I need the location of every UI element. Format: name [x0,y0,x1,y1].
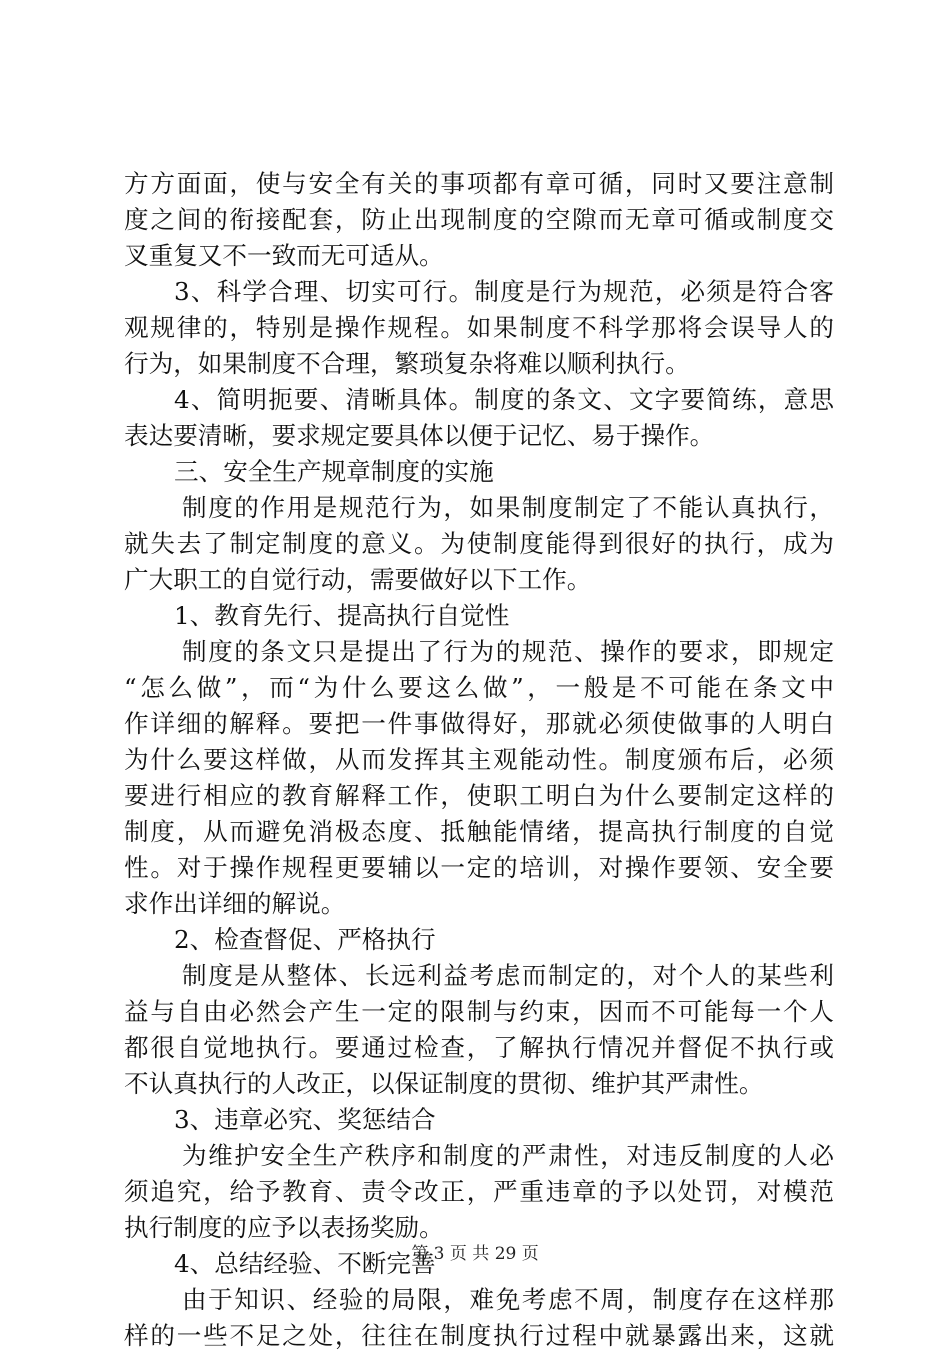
body-line: 观规律的，特别是操作规程。如果制度不科学那将会误导人的 [124,313,834,342]
body-line: 4、简明扼要、清晰具体。制度的条文、文字要简练，意思 [174,385,834,414]
body-line: 求作出详细的解说。 [124,889,346,918]
body-line: 制度，从而避免消极态度、抵触能情绪，提高执行制度的自觉 [124,817,834,846]
body-line: 样的一些不足之处，往往在制度执行过程中就暴露出来，这就 [124,1321,834,1350]
subsection-heading: 4、总结经验、不断完善 [174,1249,436,1278]
body-line: 须追究，给予教育、责令改正，严重违章的予以处罚，对模范 [124,1177,834,1206]
subsection-heading: 1、教育先行、提高执行自觉性 [174,601,510,630]
body-line: 方方面面，使与安全有关的事项都有章可循，同时又要注意制 [124,169,834,198]
subsection-heading: 2、检查督促、严格执行 [174,925,436,954]
body-line: 3、科学合理、切实可行。制度是行为规范，必须是符合客 [174,277,834,306]
body-line: 广大职工的自觉行动，需要做好以下工作。 [124,565,592,594]
body-line: 行为，如果制度不合理，繁琐复杂将难以顺利执行。 [124,349,690,378]
page-footer: 第 3 页 共 29 页 [411,1244,539,1264]
section-heading: 三、安全生产规章制度的实施 [174,457,494,486]
body-line: 制度是从整体、长远利益考虑而制定的，对个人的某些利 [182,961,834,990]
body-line: 由于知识、经验的局限，难免考虑不周，制度存在这样那 [182,1285,834,1314]
body-line: 作详细的解释。要把一件事做得好，那就必须使做事的人明白 [124,709,834,738]
body-line: 益与自由必然会产生一定的限制与约束，因而不可能每一个人 [124,997,834,1026]
subsection-heading: 3、违章必究、奖惩结合 [174,1105,436,1134]
body-line: 不认真执行的人改正，以保证制度的贯彻、维护其严肃性。 [124,1069,764,1098]
body-line: 性。对于操作规程更要辅以一定的培训，对操作要领、安全要 [124,853,834,882]
body-line: 制度的条文只是提出了行为的规范、操作的要求，即规定 [182,637,834,666]
body-line: “怎么做”，而“为什么要这么做”，一般是不可能在条文中 [124,673,834,702]
body-line: 为维护安全生产秩序和制度的严肃性，对违反制度的人必 [182,1141,834,1170]
body-line: 为什么要这样做，从而发挥其主观能动性。制度颁布后，必须 [124,745,834,774]
body-line: 叉重复又不一致而无可适从。 [124,241,444,270]
body-line: 表达要清晰，要求规定要具体以便于记忆、易于操作。 [124,421,715,450]
body-line: 度之间的衔接配套，防止出现制度的空隙而无章可循或制度交 [124,205,834,234]
body-line: 制度的作用是规范行为，如果制度制定了不能认真执行， [182,493,834,522]
body-line: 都很自觉地执行。要通过检查，了解执行情况并督促不执行或 [124,1033,834,1062]
body-line: 就失去了制定制度的意义。为使制度能得到很好的执行，成为 [124,529,834,558]
body-line: 执行制度的应予以表扬奖励。 [124,1213,444,1242]
body-line: 要进行相应的教育解释工作，使职工明白为什么要制定这样的 [124,781,834,810]
